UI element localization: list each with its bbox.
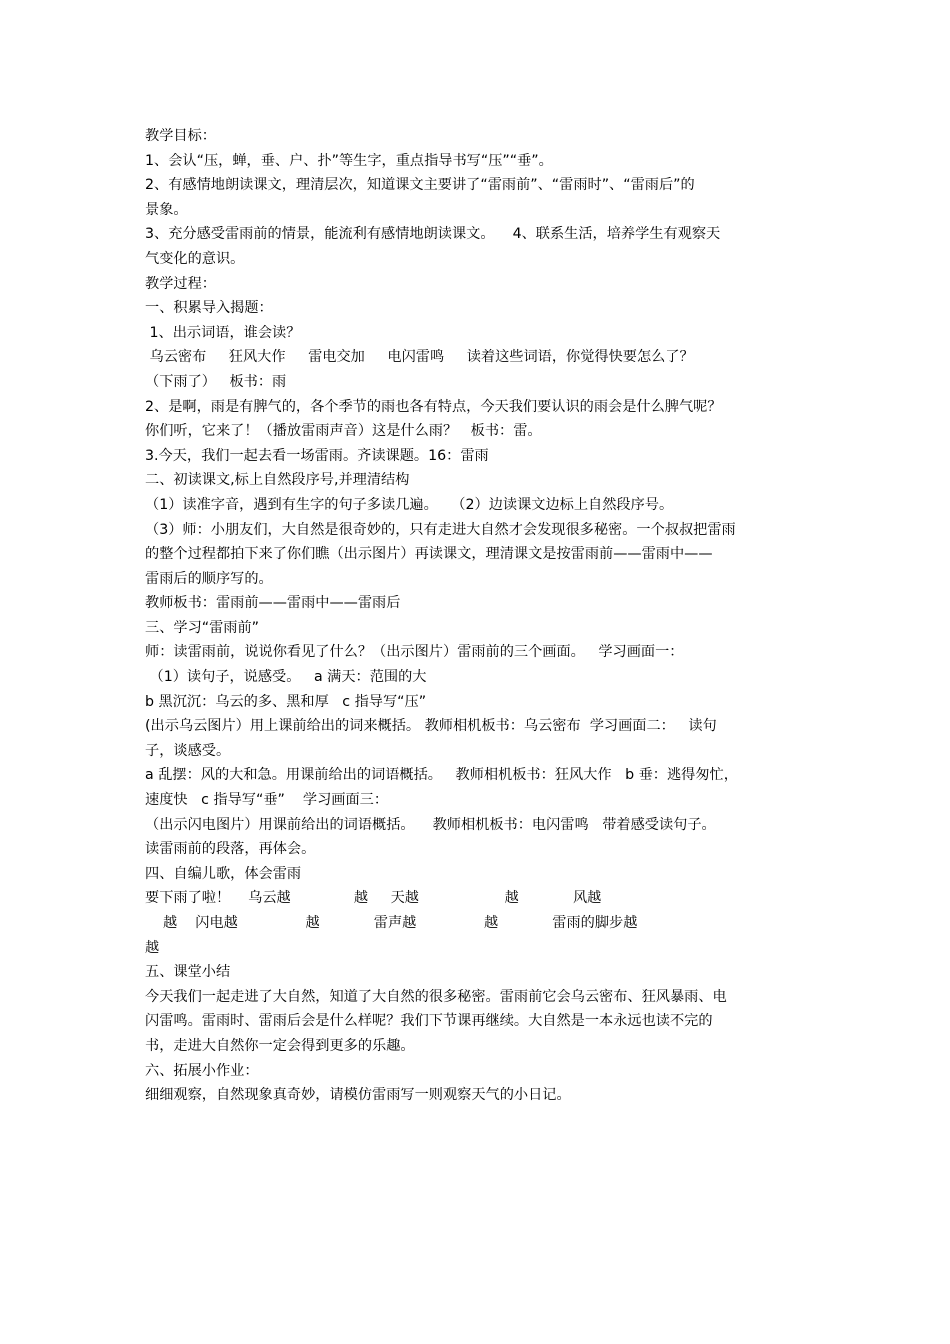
- text-line: （1）读句子，说感受。 a 满天：范围的大: [145, 669, 427, 686]
- text-line: b 黑沉沉：乌云的多、黑和厚 c 指导写“压”: [145, 693, 427, 710]
- text-line: 细细观察，自然现象真奇妙，请模仿雷雨写一则观察天气的小日记。: [145, 1087, 571, 1104]
- text-line: 2、是啊，雨是有脾气的，各个季节的雨也各有特点，今天我们要认识的雨会是什么脾气呢？: [145, 398, 722, 415]
- text-line: 一、积累导入揭题：: [145, 300, 273, 317]
- text-line: 气变化的意识。: [145, 250, 245, 267]
- text-line: 今天我们一起走进了大自然，知道了大自然的很多秘密。雷雨前它会乌云密布、狂风暴雨、电: [145, 988, 727, 1005]
- text-line: （1）读准字音，遇到有生字的句子多读几遍。 （2）边读课文边标上自然段序号。: [145, 496, 674, 513]
- text-line: 教学目标：: [145, 128, 216, 144]
- text-line: 雷雨后的顺序写的。: [145, 570, 273, 587]
- text-line: （下雨了） 板书：雨: [145, 373, 287, 390]
- text-line: 闪雷鸣。雷雨时、雷雨后会是什么样呢？我们下节课再继续。大自然是一本永远也读不完的: [145, 1013, 713, 1030]
- text-line: 二、初读课文,标上自然段序号,并理清结构: [145, 472, 410, 489]
- text-line: 师：读雷雨前，说说你看见了什么？（出示图片）雷雨前的三个画面。 学习画面一：: [145, 644, 684, 661]
- text-line: 书，走进大自然你一定会得到更多的乐趣。: [145, 1037, 415, 1054]
- text-line: (出示乌云图片）用上课前给出的词来概括。 教师相机板书：乌云密布 学习画面二： 读句: [145, 718, 717, 735]
- text-line: （3）师：小朋友们，大自然是很奇妙的，只有走进大自然才会发现很多秘密。一个叔叔把雷雨: [145, 521, 736, 538]
- text-line: 越 闪电越 越 雷声越 越 雷雨的脚步越: [145, 915, 638, 931]
- text-line: 2、有感情地朗读课文，理清层次，知道课文主要讲了“雷雨前”、“雷雨时”、“雷雨后”的: [145, 177, 695, 194]
- text-line: 3、充分感受雷雨前的情景，能流利有感情地朗读课文。 4、联系生活，培养学生有观察天: [145, 226, 721, 243]
- text-line: 乌云密布 狂风大作 雷电交加 电闪雷鸣 读着这些词语，你觉得快要怎么了？: [145, 349, 694, 366]
- text-line: 景象。: [145, 201, 188, 218]
- text-line: 的整个过程都拍下来了你们瞧（出示图片）再读课文，理清课文是按雷雨前——雷雨中——: [145, 546, 713, 563]
- document-page: [145, 124, 825, 1108]
- text-line: 六、拓展小作业：: [145, 1062, 259, 1079]
- text-line: 教师板书：雷雨前——雷雨中——雷雨后: [145, 595, 401, 612]
- text-line: 越: [145, 939, 160, 956]
- text-line: a 乱摆：风的大和急。用课前给出的词语概括。 教师相机板书：狂风大作 b 垂：逃得匆忙，: [145, 767, 738, 784]
- text-line: 子，谈感受。: [145, 742, 231, 759]
- text-line: 1、出示词语，谁会读？: [145, 324, 301, 341]
- text-line: （出示闪电图片）用课前给出的词语概括。 教师相机板书：电闪雷鸣 带着感受读句子。: [145, 816, 716, 833]
- text-line: 你们听，它来了！（播放雷雨声音）这是什么雨？ 板书：雷。: [145, 423, 542, 440]
- text-line: 四、自编儿歌，体会雷雨: [145, 865, 302, 882]
- text-line: 1、会认“压，蝉，垂、户、扑”等生字，重点指导书写“压”“垂”。: [145, 152, 553, 169]
- text-line: 速度快 c 指导写“垂” 学习画面三：: [145, 792, 389, 809]
- text-line: 五、课堂小结: [145, 964, 231, 981]
- text-line: 三、学习“雷雨前”: [145, 619, 260, 636]
- text-line: 3.今天，我们一起去看一场雷雨。齐读课题。16：雷雨: [145, 447, 489, 464]
- text-line: 要下雨了啦！ 乌云越 越 天越 越 风越: [145, 890, 602, 907]
- text-line: 读雷雨前的段落，再体会。: [145, 841, 316, 858]
- text-line: 教学过程：: [145, 275, 216, 292]
